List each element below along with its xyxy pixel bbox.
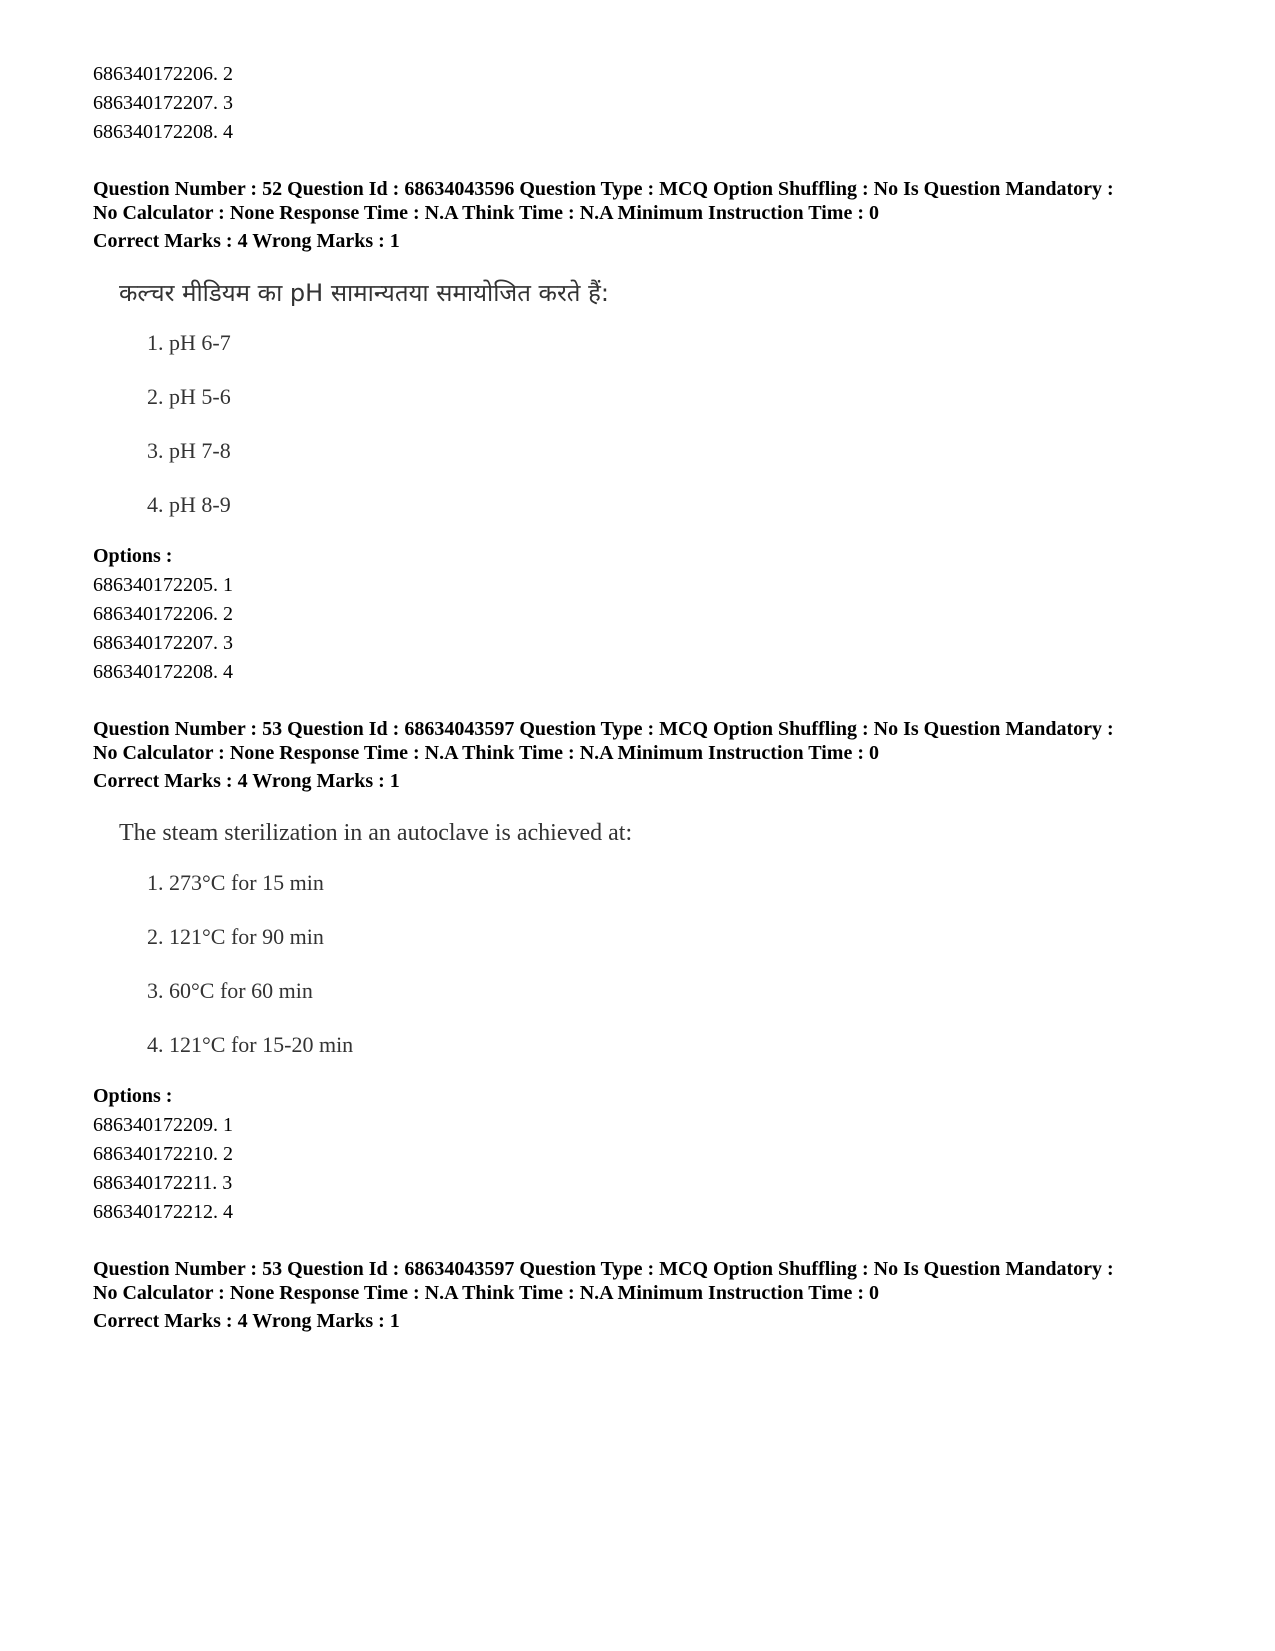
question-choice: 4. pH 8-9 xyxy=(147,492,231,517)
option-line: 686340172208. 4 xyxy=(93,661,233,683)
question-header-52 xyxy=(93,177,1193,256)
option-line: 686340172211. 3 xyxy=(93,1172,233,1194)
options-label: Options : xyxy=(93,545,173,567)
options-block-52 xyxy=(93,542,1193,687)
previous-options-list xyxy=(93,60,1193,147)
options-label: Options : xyxy=(93,1085,173,1107)
question-header-53 xyxy=(93,717,1193,796)
option-line: 686340172207. 3 xyxy=(93,632,233,654)
question-choice: 2. pH 5-6 xyxy=(147,384,231,409)
question-meta-line-1: Question Number : 52 Question Id : 68634043596 Question Type : MCQ Option Shuffling : No Is Question Mandatory : xyxy=(93,178,1114,200)
question-meta-line-2: No Calculator : None Response Time : N.A Think Time : N.A Minimum Instruction Time : 0 xyxy=(93,202,879,224)
option-line: 686340172210. 2 xyxy=(93,1143,233,1165)
option-line: 686340172206. 2 xyxy=(93,63,233,85)
option-line: 686340172208. 4 xyxy=(93,121,233,143)
option-line: 686340172206. 2 xyxy=(93,603,233,625)
question-stem: कल्चर मीडियम का pH सामान्यतया समायोजित करते हैं: xyxy=(119,279,609,307)
question-meta-line-2: No Calculator : None Response Time : N.A Think Time : N.A Minimum Instruction Time : 0 xyxy=(93,742,879,764)
question-stem: The steam sterilization in an autoclave is achieved at: xyxy=(119,820,633,846)
option-line: 686340172209. 1 xyxy=(93,1114,233,1136)
question-marks: Correct Marks : 4 Wrong Marks : 1 xyxy=(93,1310,400,1332)
question-marks: Correct Marks : 4 Wrong Marks : 1 xyxy=(93,230,400,252)
option-line: 686340172212. 4 xyxy=(93,1201,233,1223)
question-choice: 2. 121°C for 90 min xyxy=(147,924,324,949)
question-choice: 1. pH 6-7 xyxy=(147,330,231,355)
option-line: 686340172205. 1 xyxy=(93,574,233,596)
question-choice: 1. 273°C for 15 min xyxy=(147,870,324,895)
question-meta-line-1: Question Number : 53 Question Id : 68634043597 Question Type : MCQ Option Shuffling : No Is Question Mandatory : xyxy=(93,718,1114,740)
question-choice: 4. 121°C for 15-20 min xyxy=(147,1032,354,1057)
document-page xyxy=(93,60,1193,1336)
question-choice: 3. 60°C for 60 min xyxy=(147,978,313,1003)
question-image-53 xyxy=(119,818,1193,1060)
option-line: 686340172207. 3 xyxy=(93,92,233,114)
options-block-53 xyxy=(93,1082,1193,1227)
question-image-52 xyxy=(119,278,1193,520)
question-meta-line-2: No Calculator : None Response Time : N.A Think Time : N.A Minimum Instruction Time : 0 xyxy=(93,1282,879,1304)
question-header-53-repeat xyxy=(93,1257,1193,1336)
question-meta-line-1: Question Number : 53 Question Id : 68634043597 Question Type : MCQ Option Shuffling : No Is Question Mandatory : xyxy=(93,1258,1114,1280)
question-marks: Correct Marks : 4 Wrong Marks : 1 xyxy=(93,770,400,792)
question-choice: 3. pH 7-8 xyxy=(147,438,231,463)
